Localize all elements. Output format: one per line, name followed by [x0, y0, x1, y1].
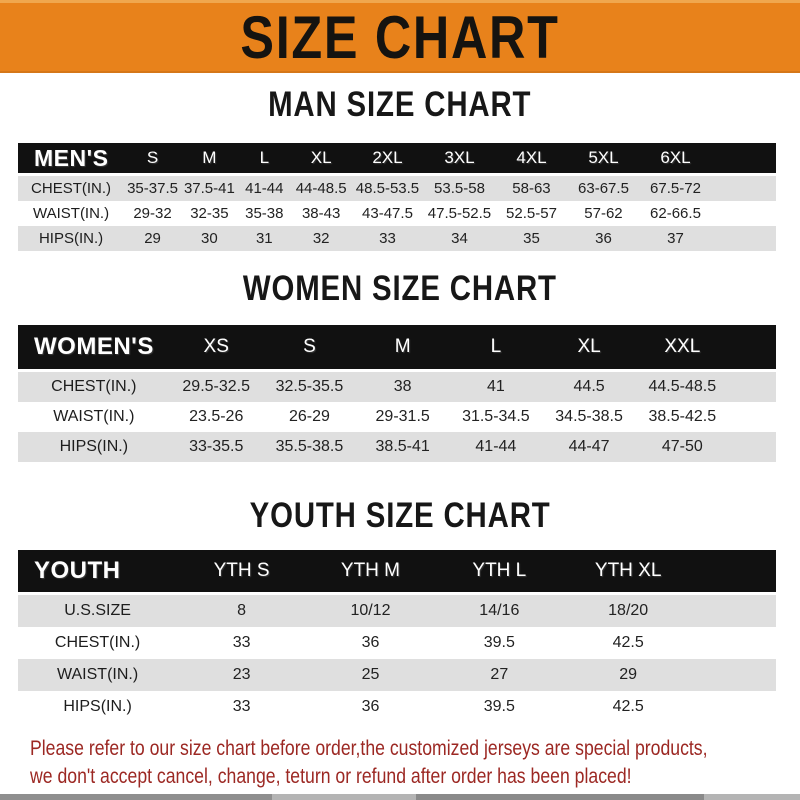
row-label: HIPS(IN.)	[18, 691, 177, 723]
size-cell: 35	[495, 226, 567, 251]
row-label: CHEST(IN.)	[18, 176, 124, 201]
size-cell: 29-31.5	[356, 402, 449, 432]
size-cell: 34	[423, 226, 495, 251]
row-label: CHEST(IN.)	[18, 627, 177, 659]
size-cell: 41-44	[449, 432, 542, 462]
women-size-table	[18, 325, 776, 462]
size-cell: 33-35.5	[170, 432, 263, 462]
size-cell: 38-43	[291, 201, 352, 226]
row-label: U.S.SIZE	[18, 595, 177, 627]
size-cell: 44.5-48.5	[636, 372, 729, 402]
size-cell: 8	[177, 595, 306, 627]
size-cell: 44-48.5	[291, 176, 352, 201]
size-cell: 37.5-41	[181, 176, 238, 201]
column-header: 6XL	[639, 143, 711, 176]
row-label: CHEST(IN.)	[18, 372, 170, 402]
size-cell: 58-63	[495, 176, 567, 201]
section-heading-man	[0, 87, 800, 123]
column-header: YTH XL	[564, 550, 693, 595]
size-cell: 25	[306, 659, 435, 691]
size-cell: 29-32	[124, 201, 181, 226]
size-cell: 31	[238, 226, 291, 251]
size-cell: 63-67.5	[567, 176, 639, 201]
spacer-cell	[729, 325, 776, 372]
column-header: L	[449, 325, 542, 372]
size-cell: 42.5	[564, 627, 693, 659]
spacer-cell	[729, 432, 776, 462]
size-cell: 47.5-52.5	[423, 201, 495, 226]
disclaimer-line-1: Please refer to our size chart before order,the customized jerseys are special products,	[30, 737, 708, 760]
size-cell: 29	[124, 226, 181, 251]
spacer-cell	[693, 627, 776, 659]
table-row	[18, 659, 776, 691]
table-row	[18, 691, 776, 723]
section-heading-women	[0, 271, 800, 307]
spacer-cell	[693, 550, 776, 595]
youth-table-title: YOUTH	[18, 550, 177, 595]
size-cell: 48.5-53.5	[351, 176, 423, 201]
table-row	[18, 595, 776, 627]
size-cell: 33	[351, 226, 423, 251]
size-cell: 39.5	[435, 627, 564, 659]
column-header: YTH L	[435, 550, 564, 595]
size-cell: 18/20	[564, 595, 693, 627]
spacer-cell	[729, 372, 776, 402]
section-heading-man-text: MAN SIZE CHART	[268, 85, 532, 124]
size-cell: 35-38	[238, 201, 291, 226]
size-cell: 30	[181, 226, 238, 251]
column-header: M	[356, 325, 449, 372]
size-cell: 43-47.5	[351, 201, 423, 226]
spacer-cell	[711, 226, 776, 251]
size-cell: 35-37.5	[124, 176, 181, 201]
size-cell: 53.5-58	[423, 176, 495, 201]
size-cell: 10/12	[306, 595, 435, 627]
table-row	[18, 372, 776, 402]
column-header: L	[238, 143, 291, 176]
table-row	[18, 627, 776, 659]
section-heading-women-text: WOMEN SIZE CHART	[243, 269, 557, 308]
men-size-table	[18, 143, 776, 251]
size-cell: 34.5-38.5	[542, 402, 635, 432]
column-header: YTH S	[177, 550, 306, 595]
spacer-cell	[711, 176, 776, 201]
size-cell: 67.5-72	[639, 176, 711, 201]
column-header: 4XL	[495, 143, 567, 176]
column-header: M	[181, 143, 238, 176]
row-label: WAIST(IN.)	[18, 402, 170, 432]
size-cell: 32.5-35.5	[263, 372, 356, 402]
size-cell: 37	[639, 226, 711, 251]
size-cell: 57-62	[567, 201, 639, 226]
row-label: HIPS(IN.)	[18, 432, 170, 462]
size-cell: 47-50	[636, 432, 729, 462]
table-row	[18, 176, 776, 201]
spacer-cell	[693, 659, 776, 691]
youth-size-table	[18, 550, 776, 723]
row-label: WAIST(IN.)	[18, 201, 124, 226]
spacer-cell	[711, 201, 776, 226]
size-cell: 42.5	[564, 691, 693, 723]
size-cell: 26-29	[263, 402, 356, 432]
size-cell: 23	[177, 659, 306, 691]
section-heading-youth	[0, 498, 800, 534]
column-header: XS	[170, 325, 263, 372]
size-cell: 62-66.5	[639, 201, 711, 226]
size-cell: 23.5-26	[170, 402, 263, 432]
column-header: 5XL	[567, 143, 639, 176]
table-row	[18, 432, 776, 462]
youth-header-row	[18, 550, 776, 595]
column-header: XXL	[636, 325, 729, 372]
column-header: S	[124, 143, 181, 176]
women-table-title: WOMEN'S	[18, 325, 170, 372]
size-chart-banner	[0, 0, 800, 73]
size-cell: 38.5-41	[356, 432, 449, 462]
size-cell: 33	[177, 627, 306, 659]
column-header: XL	[542, 325, 635, 372]
size-cell: 27	[435, 659, 564, 691]
column-header: 3XL	[423, 143, 495, 176]
size-cell: 38.5-42.5	[636, 402, 729, 432]
size-cell: 36	[567, 226, 639, 251]
size-cell: 52.5-57	[495, 201, 567, 226]
section-heading-youth-text: YOUTH SIZE CHART	[249, 496, 551, 535]
column-header: 2XL	[351, 143, 423, 176]
row-label: WAIST(IN.)	[18, 659, 177, 691]
spacer-cell	[693, 595, 776, 627]
size-cell: 38	[356, 372, 449, 402]
table-row	[18, 226, 776, 251]
spacer-cell	[711, 143, 776, 176]
size-cell: 35.5-38.5	[263, 432, 356, 462]
size-cell: 29	[564, 659, 693, 691]
size-cell: 41-44	[238, 176, 291, 201]
size-cell: 31.5-34.5	[449, 402, 542, 432]
size-cell: 44.5	[542, 372, 635, 402]
spacer-cell	[729, 402, 776, 432]
column-header: XL	[291, 143, 352, 176]
size-cell: 36	[306, 691, 435, 723]
table-row	[18, 201, 776, 226]
men-table-title: MEN'S	[18, 143, 124, 176]
size-cell: 32-35	[181, 201, 238, 226]
size-cell: 14/16	[435, 595, 564, 627]
women-header-row	[18, 325, 776, 372]
spacer-cell	[693, 691, 776, 723]
size-cell: 32	[291, 226, 352, 251]
size-cell: 39.5	[435, 691, 564, 723]
size-cell: 33	[177, 691, 306, 723]
size-cell: 41	[449, 372, 542, 402]
disclaimer-note	[0, 735, 800, 791]
bottom-edge-strip	[0, 794, 800, 800]
row-label: HIPS(IN.)	[18, 226, 124, 251]
column-header: YTH M	[306, 550, 435, 595]
column-header: S	[263, 325, 356, 372]
men-header-row	[18, 143, 776, 176]
banner-title: SIZE CHART	[240, 4, 560, 71]
size-cell: 29.5-32.5	[170, 372, 263, 402]
size-cell: 44-47	[542, 432, 635, 462]
disclaimer-line-2: we don't accept cancel, change, teturn or refund after order has been placed!	[30, 765, 632, 788]
size-cell: 36	[306, 627, 435, 659]
table-row	[18, 402, 776, 432]
